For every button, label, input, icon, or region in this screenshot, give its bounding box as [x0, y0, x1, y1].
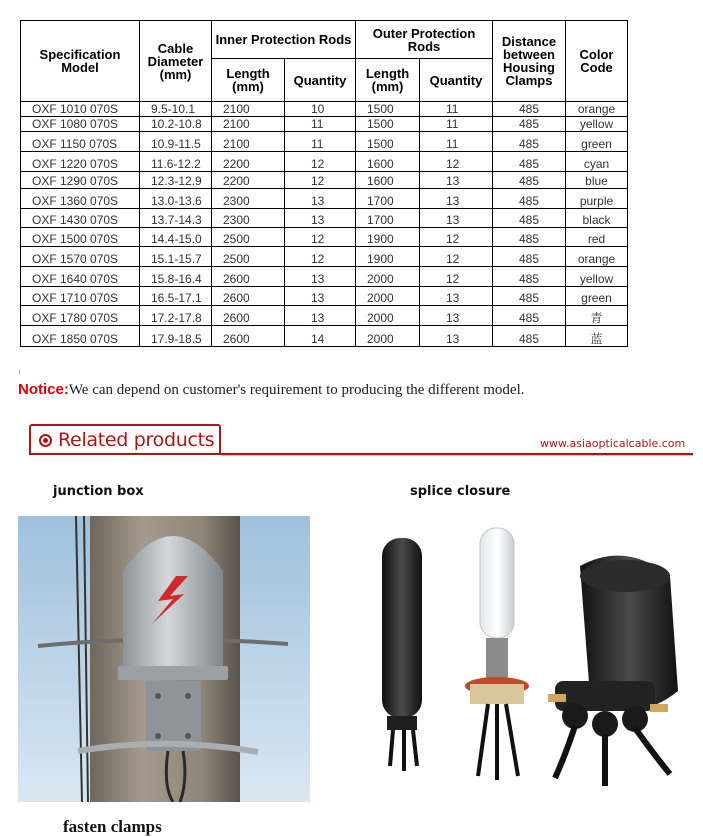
cell-color: cyan [566, 152, 628, 172]
caption-splice-closure: splice closure [410, 484, 511, 499]
cell-outer-quantity: 11 [420, 132, 493, 152]
cell-inner-quantity: 10 [285, 102, 356, 117]
site-url[interactable]: www.asiaopticalcable.com [540, 437, 686, 450]
cell-model: OXF 1850 070S [21, 326, 140, 347]
cell-model: OXF 1710 070S [21, 287, 140, 306]
cell-inner-quantity: 14 [285, 326, 356, 347]
cell-diameter: 13.7-14.3 [140, 209, 212, 228]
table-row [21, 189, 628, 209]
cell-distance: 485 [493, 228, 566, 247]
cell-model: OXF 1430 070S [21, 209, 140, 228]
cell-outer-quantity: 13 [420, 306, 493, 326]
cell-model: OXF 1290 070S [21, 172, 140, 189]
cell-outer-quantity: 12 [420, 152, 493, 172]
table-row [21, 172, 628, 189]
cell-color: black [566, 209, 628, 228]
header-inner-rods: Inner Protection Rods [212, 21, 356, 59]
cell-inner-quantity: 11 [285, 132, 356, 152]
cell-outer-length: 1500 [356, 117, 420, 132]
table-row [21, 209, 628, 228]
cell-distance: 485 [493, 247, 566, 267]
cell-model: OXF 1640 070S [21, 267, 140, 287]
cell-distance: 485 [493, 326, 566, 347]
cell-inner-quantity: 11 [285, 117, 356, 132]
cell-model: OXF 1010 070S [21, 102, 140, 117]
cell-outer-length: 2000 [356, 326, 420, 347]
cell-outer-quantity: 13 [420, 189, 493, 209]
cell-inner-quantity: 12 [285, 247, 356, 267]
cell-diameter: 14.4-15.0 [140, 228, 212, 247]
table-row [21, 267, 628, 287]
tiny-mark [19, 369, 20, 375]
cell-inner-quantity: 13 [285, 209, 356, 228]
cell-outer-quantity: 13 [420, 172, 493, 189]
cell-inner-quantity: 13 [285, 267, 356, 287]
header-outer-quantity: Quantity [420, 59, 493, 102]
cell-color: orange [566, 102, 628, 117]
cell-inner-quantity: 12 [285, 172, 356, 189]
related-products-tab [29, 424, 221, 454]
cell-diameter: 10.2-10.8 [140, 117, 212, 132]
cell-outer-length: 1900 [356, 228, 420, 247]
header-color-code: Color Code [566, 21, 628, 102]
spec-table [20, 20, 628, 347]
cell-inner-length: 2100 [212, 132, 285, 152]
cell-inner-quantity: 12 [285, 228, 356, 247]
cell-outer-quantity: 12 [420, 228, 493, 247]
cell-outer-quantity: 13 [420, 209, 493, 228]
cell-outer-length: 1500 [356, 102, 420, 117]
notice [18, 381, 525, 399]
cell-outer-quantity: 11 [420, 117, 493, 132]
cell-diameter: 11.6-12.2 [140, 152, 212, 172]
table-row [21, 102, 628, 117]
cell-distance: 485 [493, 117, 566, 132]
cell-distance: 485 [493, 267, 566, 287]
header-cable-diameter: Cable Diameter (mm) [140, 21, 212, 102]
header-outer-rods: Outer Protection Rods [356, 21, 493, 59]
cell-diameter: 16.5-17.1 [140, 287, 212, 306]
cell-distance: 485 [493, 189, 566, 209]
table-row [21, 247, 628, 267]
target-circle-icon [39, 434, 52, 447]
cell-model: OXF 1570 070S [21, 247, 140, 267]
cell-inner-length: 2100 [212, 117, 285, 132]
cell-outer-quantity: 11 [420, 102, 493, 117]
cell-outer-length: 1700 [356, 189, 420, 209]
cell-color: blue [566, 172, 628, 189]
cell-inner-length: 2600 [212, 267, 285, 287]
cell-color: 青 [566, 306, 628, 326]
header-inner-quantity: Quantity [285, 59, 356, 102]
cell-outer-length: 1700 [356, 209, 420, 228]
cell-distance: 485 [493, 102, 566, 117]
cell-diameter: 17.2-17.8 [140, 306, 212, 326]
spec-table-body [21, 102, 628, 347]
notice-label: Notice: [18, 381, 69, 398]
cell-diameter: 15.8-16.4 [140, 267, 212, 287]
cell-distance: 485 [493, 306, 566, 326]
cell-distance: 485 [493, 172, 566, 189]
cell-inner-quantity: 13 [285, 306, 356, 326]
cell-inner-length: 2500 [212, 247, 285, 267]
cell-inner-length: 2300 [212, 209, 285, 228]
cell-model: OXF 1780 070S [21, 306, 140, 326]
cell-outer-length: 2000 [356, 306, 420, 326]
cell-outer-length: 1600 [356, 152, 420, 172]
cell-color: green [566, 132, 628, 152]
related-products-title: Related products [58, 429, 215, 451]
cell-outer-length: 1500 [356, 132, 420, 152]
cell-color: yellow [566, 117, 628, 132]
header-distance: Distance between Housing Clamps [493, 21, 566, 102]
cell-distance: 485 [493, 132, 566, 152]
cell-model: OXF 1500 070S [21, 228, 140, 247]
cell-outer-quantity: 12 [420, 247, 493, 267]
caption-junction-box: junction box [53, 484, 144, 499]
cell-diameter: 12.3-12.9 [140, 172, 212, 189]
cell-inner-quantity: 12 [285, 152, 356, 172]
cell-color: red [566, 228, 628, 247]
cell-inner-length: 2600 [212, 287, 285, 306]
splice-closure-photo [360, 516, 693, 802]
cell-distance: 485 [493, 152, 566, 172]
section-divider-shadow [221, 455, 693, 456]
caption-fasten-clamps: fasten clamps [63, 817, 162, 836]
table-row [21, 117, 628, 132]
table-row [21, 152, 628, 172]
cell-outer-length: 2000 [356, 267, 420, 287]
cell-model: OXF 1080 070S [21, 117, 140, 132]
cell-diameter: 9.5-10.1 [140, 102, 212, 117]
cell-outer-quantity: 12 [420, 267, 493, 287]
cell-diameter: 17.9-18.5 [140, 326, 212, 347]
cell-inner-quantity: 13 [285, 189, 356, 209]
cell-diameter: 13.0-13.6 [140, 189, 212, 209]
header-outer-length: Length (mm) [356, 59, 420, 102]
table-row [21, 326, 628, 347]
header-spec-model: Specification Model [21, 21, 140, 102]
cell-color: yellow [566, 267, 628, 287]
table-row [21, 132, 628, 152]
cell-color: orange [566, 247, 628, 267]
cell-diameter: 15.1-15.7 [140, 247, 212, 267]
cell-color: 蓝 [566, 326, 628, 347]
table-row [21, 228, 628, 247]
cell-inner-length: 2500 [212, 228, 285, 247]
cell-outer-length: 1600 [356, 172, 420, 189]
cell-outer-quantity: 13 [420, 287, 493, 306]
table-row [21, 306, 628, 326]
cell-color: green [566, 287, 628, 306]
cell-inner-length: 2600 [212, 326, 285, 347]
cell-inner-length: 2600 [212, 306, 285, 326]
header-inner-length: Length (mm) [212, 59, 285, 102]
cell-outer-quantity: 13 [420, 326, 493, 347]
cell-color: purple [566, 189, 628, 209]
cell-distance: 485 [493, 287, 566, 306]
cell-diameter: 10.9-11.5 [140, 132, 212, 152]
junction-box-photo [18, 516, 310, 802]
table-row [21, 287, 628, 306]
cell-inner-length: 2200 [212, 172, 285, 189]
cell-inner-quantity: 13 [285, 287, 356, 306]
cell-distance: 485 [493, 209, 566, 228]
cell-outer-length: 2000 [356, 287, 420, 306]
cell-model: OXF 1220 070S [21, 152, 140, 172]
cell-model: OXF 1360 070S [21, 189, 140, 209]
cell-inner-length: 2300 [212, 189, 285, 209]
notice-text: We can depend on customer's requirement to producing the different model. [68, 382, 525, 398]
cell-outer-length: 1900 [356, 247, 420, 267]
cell-model: OXF 1150 070S [21, 132, 140, 152]
cell-inner-length: 2200 [212, 152, 285, 172]
cell-inner-length: 2100 [212, 102, 285, 117]
